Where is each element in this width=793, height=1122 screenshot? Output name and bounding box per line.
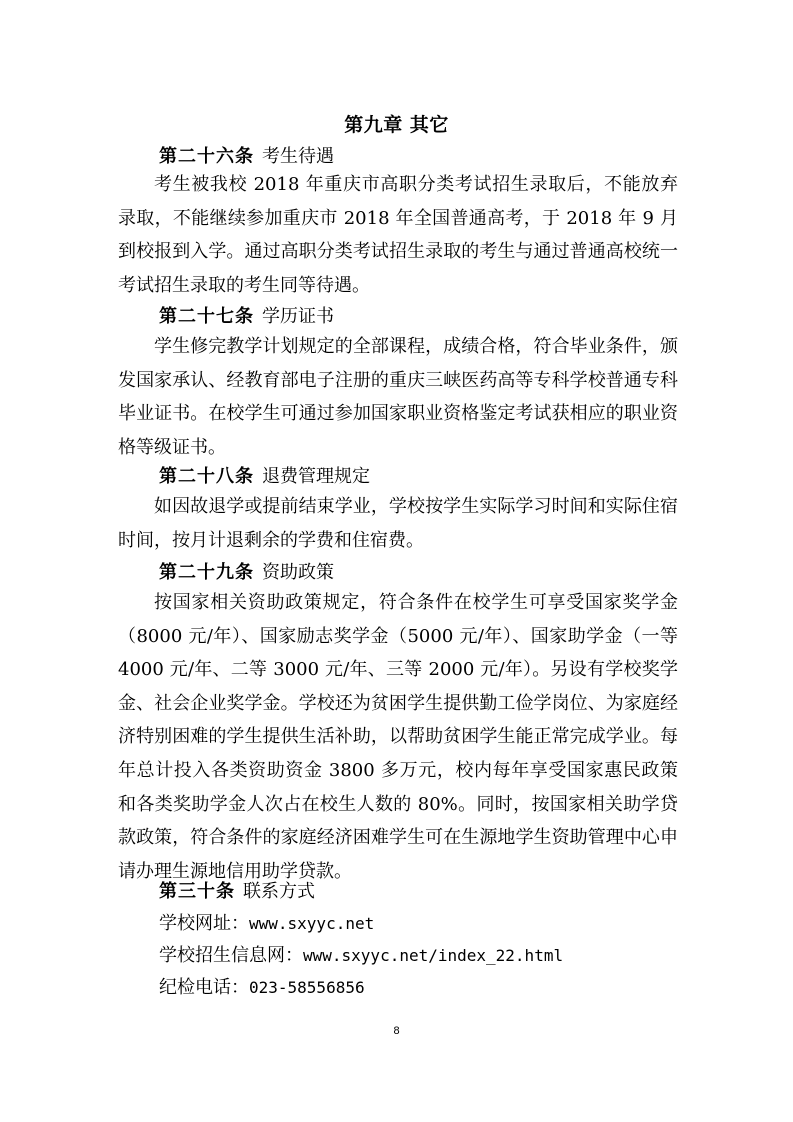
article-27-heading xyxy=(159,305,334,329)
article-27-body: 学生修完教学计划规定的全部课程，成绩合格，符合毕业条件，颁发国家承认、经教育部电子注册的重庆三峡医药高等专科学校普通专科毕业证书。在校学生可通过参加国家职业资格鉴定考试获相应的职业资格等级证书。 xyxy=(118,336,678,458)
contact-discipline-label: 纪检电话： xyxy=(159,977,249,998)
contact-admissions-value: www.sxyyc.net/index_22.html xyxy=(303,946,564,965)
contact-website-label: 学校网址： xyxy=(159,913,249,934)
contact-admissions-label: 学校招生信息网： xyxy=(159,945,303,966)
article-28-body: 如因故退学或提前结束学业，学校按学生实际学习时间和实际住宿时间，按月计退剩余的学费和住宿费。 xyxy=(118,496,678,551)
article-26-body: 考生被我校 2018 年重庆市高职分类考试招生录取后，不能放弃录取，不能继续参加重庆市 2018 年全国普通高考，于 2018 年 9 月到校报到入学。通过高职分类考试招生录取的考生与通过普通高校统一考试招生录取的考生同等待遇。 xyxy=(118,174,678,296)
contact-website-value: www.sxyyc.net xyxy=(249,914,375,933)
article-28-heading xyxy=(159,465,370,489)
contact-discipline-value: 023-58556856 xyxy=(249,978,365,997)
page-number: 8 xyxy=(393,1025,400,1037)
article-29-number: 第二十九条 xyxy=(159,562,254,583)
contact-admissions xyxy=(159,944,563,968)
article-27-name: 学历证书 xyxy=(262,306,334,327)
article-30-name: 联系方式 xyxy=(243,881,315,902)
article-30-number: 第三十条 xyxy=(159,881,235,902)
article-26-heading xyxy=(159,145,334,169)
article-26-number: 第二十六条 xyxy=(159,146,254,167)
article-27-number: 第二十七条 xyxy=(159,306,254,327)
article-29-heading xyxy=(159,561,334,585)
chapter-title: 第九章 其它 xyxy=(344,114,449,136)
contact-discipline xyxy=(159,976,365,1000)
article-28-name: 退费管理规定 xyxy=(262,466,370,487)
article-28-number: 第二十八条 xyxy=(159,466,254,487)
article-30-heading xyxy=(159,880,315,904)
article-29-body: 按国家相关资助政策规定，符合条件在校学生可享受国家奖学金（8000 元/年）、国家励志奖学金（5000 元/年）、国家助学金（一等 4000 元/年、二等 3000 元/年、三等 2000 元/年）。另设有学校奖学金、社会企业奖学金。学校还为贫困学生提供勤工俭学岗位、为家庭经济特别困难的学生提供生活补助，以帮助贫困学生能正常完成学业。每年总计投入各类资助资金 3800 多万元，校内每年享受国家惠民政策和各类奖助学金人次占在校生人数的 80%。同时，按国家相关助学贷款政策，符合条件的家庭经济困难学生可在生源地学生资助管理中心申请办理生源地信用助学贷款。 xyxy=(118,592,678,882)
contact-website xyxy=(159,912,374,936)
article-29-name: 资助政策 xyxy=(262,562,334,583)
article-26-name: 考生待遇 xyxy=(262,146,334,167)
